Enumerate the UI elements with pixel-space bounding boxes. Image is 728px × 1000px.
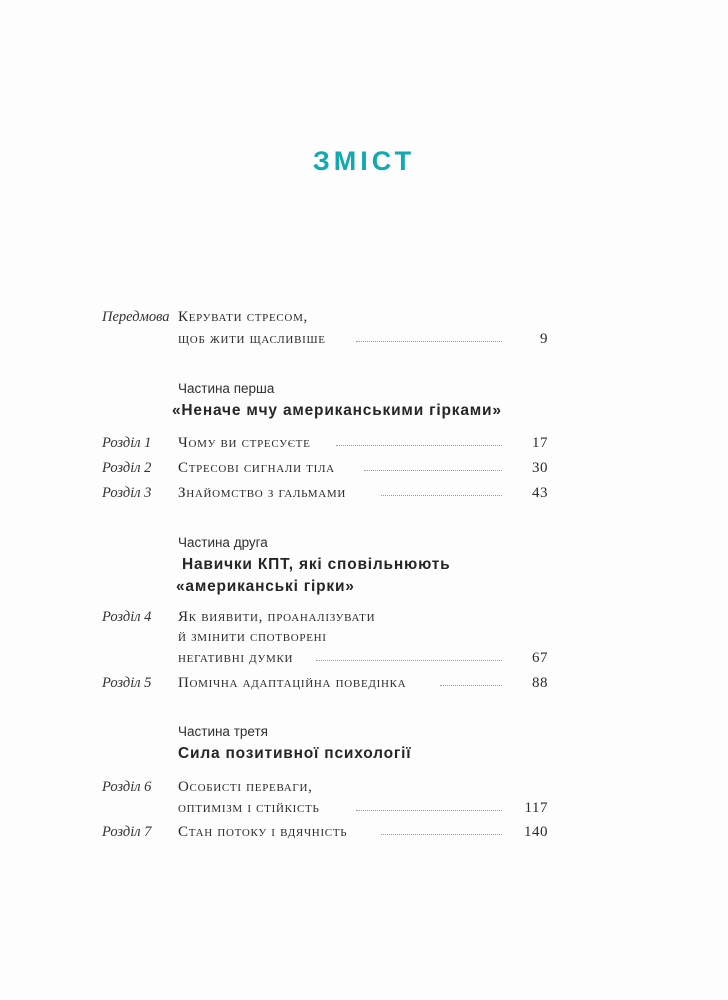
preface-title-line1: Керувати стресом, (178, 309, 308, 325)
chapter-7-title: Стан потоку і вдячність (178, 824, 348, 840)
chapter-6-entry-line1 (0, 776, 728, 798)
chapter-3-title: Знайомство з гальмами (178, 485, 347, 501)
chapter-6-entry-line2 (0, 797, 728, 819)
chapter-4-title-line1: Як виявити, проаналізувати (178, 609, 376, 625)
part2-title-line2: «американські гірки» (176, 578, 355, 595)
preface-entry-line2 (0, 328, 728, 350)
chapter-4-title-line3: негативні думки (178, 650, 294, 666)
chapter-5-label: Розділ 5 (102, 675, 152, 691)
chapter-4-entry-line1 (0, 606, 728, 628)
chapter-2-page: 30 (532, 460, 548, 476)
chapter-4-label: Розділ 4 (102, 609, 152, 625)
chapter-5-page: 88 (532, 675, 548, 691)
part2-label: Частина друга (178, 535, 268, 550)
part3-label: Частина третя (178, 724, 268, 739)
chapter-1-entry (0, 432, 728, 454)
preface-page: 9 (540, 331, 548, 347)
chapter-7-page: 140 (524, 824, 548, 840)
preface-entry-line1 (0, 306, 728, 328)
chapter-6-label: Розділ 6 (102, 779, 152, 795)
chapter-1-label: Розділ 1 (102, 435, 152, 451)
chapter-1-page: 17 (532, 435, 548, 451)
leader-dots (364, 457, 502, 471)
chapter-2-title: Стресові сигнали тіла (178, 460, 335, 476)
chapter-4-title-line2: й змінити спотворені (178, 629, 327, 645)
leader-dots (336, 432, 502, 446)
leader-dots (440, 672, 502, 686)
chapter-6-page: 117 (524, 800, 548, 816)
chapter-4-page: 67 (532, 650, 548, 666)
chapter-4-entry-line3 (0, 647, 728, 669)
chapter-7-entry (0, 821, 728, 843)
chapter-4-entry-line2 (0, 626, 728, 648)
page-title: ЗМІСТ (312, 146, 416, 176)
part3-title: Сила позитивної психології (178, 745, 412, 762)
chapter-3-label: Розділ 3 (102, 485, 152, 501)
leader-dots (381, 821, 502, 835)
chapter-6-title-line1: Особисті переваги, (178, 779, 313, 795)
part1-label: Частина перша (178, 381, 275, 396)
chapter-5-entry (0, 672, 728, 694)
chapter-6-title-line2: оптимізм і стійкість (178, 800, 320, 816)
preface-title-line2: щоб жити щасливіше (178, 331, 326, 347)
preface-label: Передмова (102, 309, 170, 325)
part1-title: «Неначе мчу американськими гірками» (172, 402, 502, 419)
leader-dots (316, 647, 502, 661)
part2-title-line1: Навички КПТ, які сповільнюють (182, 556, 451, 573)
chapter-5-title: Помічна адаптаційна поведінка (178, 675, 407, 691)
chapter-3-entry (0, 482, 728, 504)
leader-dots (356, 328, 502, 342)
leader-dots (356, 797, 502, 811)
chapter-2-label: Розділ 2 (102, 460, 152, 476)
leader-dots (381, 482, 502, 496)
chapter-2-entry (0, 457, 728, 479)
chapter-1-title: Чому ви стресуєте (178, 435, 311, 451)
chapter-3-page: 43 (532, 485, 548, 501)
chapter-7-label: Розділ 7 (102, 824, 152, 840)
